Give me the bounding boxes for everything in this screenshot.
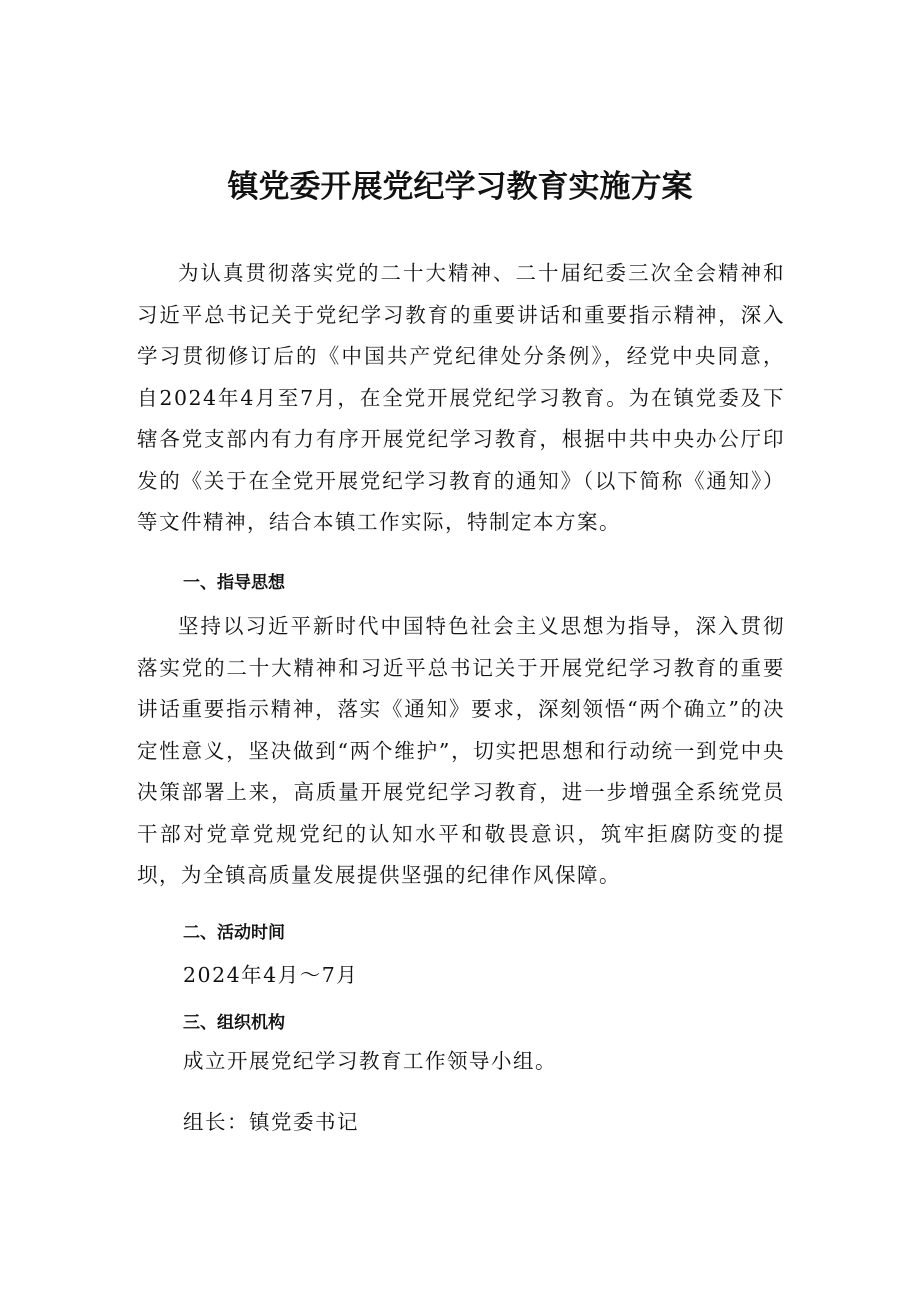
intro-block	[137, 253, 785, 544]
section-heading-activity-time: 二、活动时间	[183, 923, 285, 943]
section-heading-guiding-ideology: 一、指导思想	[183, 573, 285, 593]
guiding-ideology-block	[137, 606, 785, 897]
activity-time-text: 2024年4月～7月	[183, 963, 359, 987]
group-leader-text: 组长：镇党委书记	[183, 1110, 359, 1134]
section-heading-organization: 三、组织机构	[183, 1013, 285, 1033]
intro-paragraph: 为认真贯彻落实党的二十大精神、二十届纪委三次全会精神和习近平总书记关于党纪学习教育的重要讲话和重要指示精神，深入学习贯彻修订后的《中国共产党纪律处分条例》，经党中央同意，自2024年4月至7月，在全党开展党纪学习教育。为在镇党委及下辖各党支部内有力有序开展党纪学习教育，根据中共中央办公厅印发的《关于在全党开展党纪学习教育的通知》（以下简称《通知》）等文件精神，结合本镇工作实际，特制定本方案。	[137, 261, 785, 534]
document-title: 镇党委开展党纪学习教育实施方案	[227, 169, 693, 205]
organization-text: 成立开展党纪学习教育工作领导小组。	[183, 1049, 557, 1073]
guiding-ideology-paragraph: 坚持以习近平新时代中国特色社会主义思想为指导，深入贯彻落实党的二十大精神和习近平总书记关于开展党纪学习教育的重要讲话重要指示精神，落实《通知》要求，深刻领悟“两个确立”的决定性意义，坚决做到“两个维护”，切实把思想和行动统一到党中央决策部署上来，高质量开展党纪学习教育，进一步增强全系统党员干部对党章党规党纪的认知水平和敬畏意识，筑牢拒腐防变的提坝，为全镇高质量发展提供坚强的纪律作风保障。	[137, 614, 785, 887]
